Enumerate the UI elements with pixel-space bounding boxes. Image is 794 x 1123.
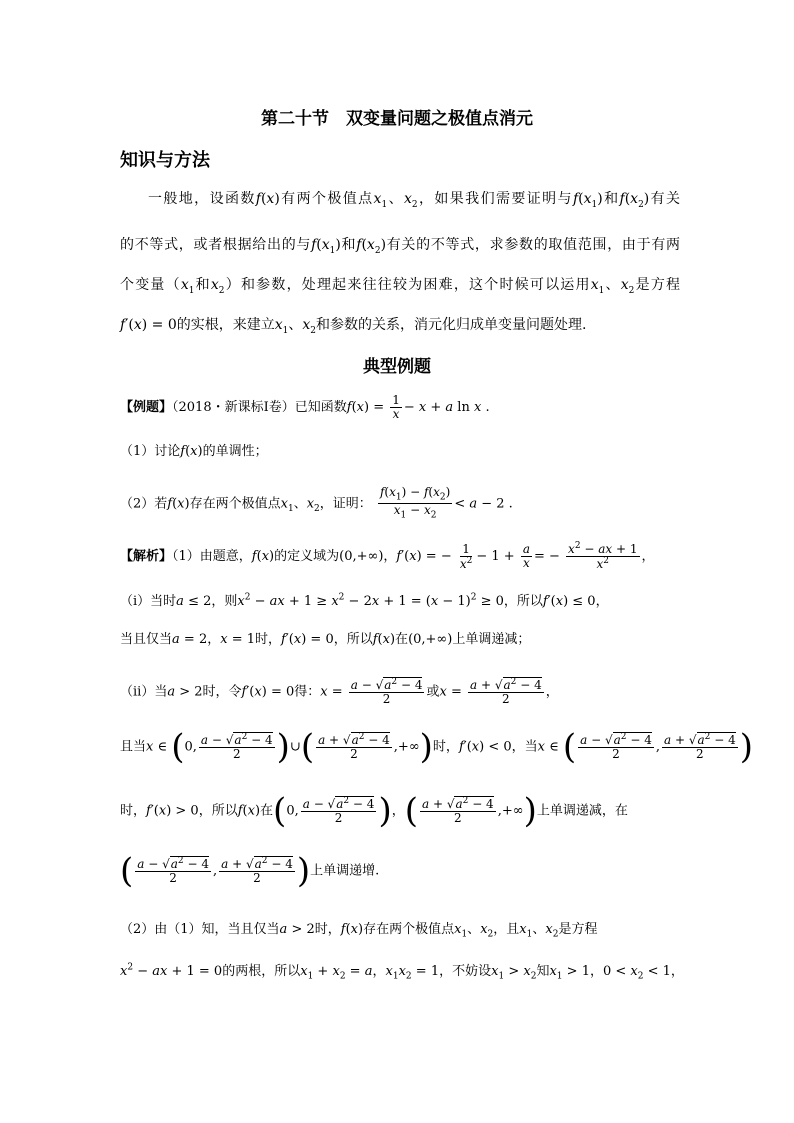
solution-line-2: （i）当时a ≤ 2，则$x^2$ − ax + $1 \ge x^2 - 2x + 1 = (x - 1)^2 \ge 0$，所以f′(x) ≤ 0， bbox=[120, 592, 609, 609]
example-statement: 【例题】（2018・新课标Ⅰ卷）已知函数f(x) = $\frac{1}{x}$ − x + a ln x . bbox=[120, 393, 490, 422]
solution-line-8: （2）由（1）知，当且仅当a > 2时，f(x)存在两个极值点$x_1$、$x_2$，且$x_1$、$x_2$是方程 bbox=[120, 922, 598, 940]
solution-line-5: 且当x ∈ (0, $\frac{a - √a^2 - 4}{2}$ )∪( $\frac{a + √a^2 - 4}{2}$ ,+∞)时，f′(x) < 0，当x ∈ ( $\frac{a - √a^2 - 4}{2}$ , $\frac{a + √a^2 - 4}{2}$ ) bbox=[120, 727, 753, 767]
page-title: 第二十节 双变量问题之极值点消元 bbox=[261, 109, 533, 129]
solution-line-3: 当且仅当a = 2，x = 1时，f′(x) = 0，所以f(x)在(0,+∞)上单调递减； bbox=[120, 632, 531, 647]
solution-line-4: （ii）当a > 2时，令f′(x) = 0得：x = $\frac{a - √a^2 - 4}{2}$ 或x = $\frac{a + √a^2 - 4}{2}$ ， bbox=[120, 677, 559, 707]
solution-line-9: $x^2$ − ax + 1 = 0的两根，所以$x_1 + x_2 = a$，$x_1x_2 = 1$，不妨设$x_1 > x_2$知$x_1 > 1$，$0 < x_2 < 1$， bbox=[120, 962, 684, 982]
knowledge-line-3: 个变量（$x_1$和$x_2$）和参数，处理起来往往较为困难，这个时候可以运用$x_1$、$x_2$是方程 bbox=[120, 277, 681, 296]
knowledge-heading: 知识与方法 bbox=[120, 150, 210, 171]
knowledge-line-1: 一般地，设函数f(x)有两个极值点$x_1$、$x_2$，如果我们需要证明与$f(x_1)$和$f(x_2)$有关 bbox=[148, 191, 681, 210]
question-2: （2）若f(x)存在两个极值点$x_1$、$x_2$，证明： $\frac{f(x_1) - f(x_2)}{x_1 - x_2}$ < a − 2 . bbox=[120, 485, 513, 521]
question-1: （1）讨论f(x)的单调性； bbox=[120, 444, 268, 459]
examples-heading: 典型例题 bbox=[363, 357, 431, 377]
solution-line-7: ( $\frac{a - √a^2 - 4}{2}$ , $\frac{a + √a^2 - 4}{2}$ )上单调递增. bbox=[120, 851, 380, 891]
solution-line-6: 时，f′(x) > 0，所以f(x)在(0, $\frac{a - √a^2 - 4}{2}$ )，( $\frac{a + √a^2 - 4}{2}$ ,+∞)上单调递减，在 bbox=[120, 791, 628, 831]
solution-line-1: 【解析】（1）由题意，f(x)的定义域为(0,+∞)，f′(x) = − $\frac{1}{x^2}$ − 1 + $\frac{a}{x}$ = − $\frac{x^2 - ax + 1}{x^2}$ ， bbox=[120, 541, 655, 572]
knowledge-line-2: 的不等式，或者根据给出的与$f(x_1)$和$f(x_2)$有关的不等式，求参数的取值范围，由于有两 bbox=[120, 237, 681, 256]
knowledge-line-4: f′(x) = 0的实根，来建立$x_1$、$x_2$和参数的关系，消元化归成单变量问题处理. bbox=[120, 317, 587, 336]
